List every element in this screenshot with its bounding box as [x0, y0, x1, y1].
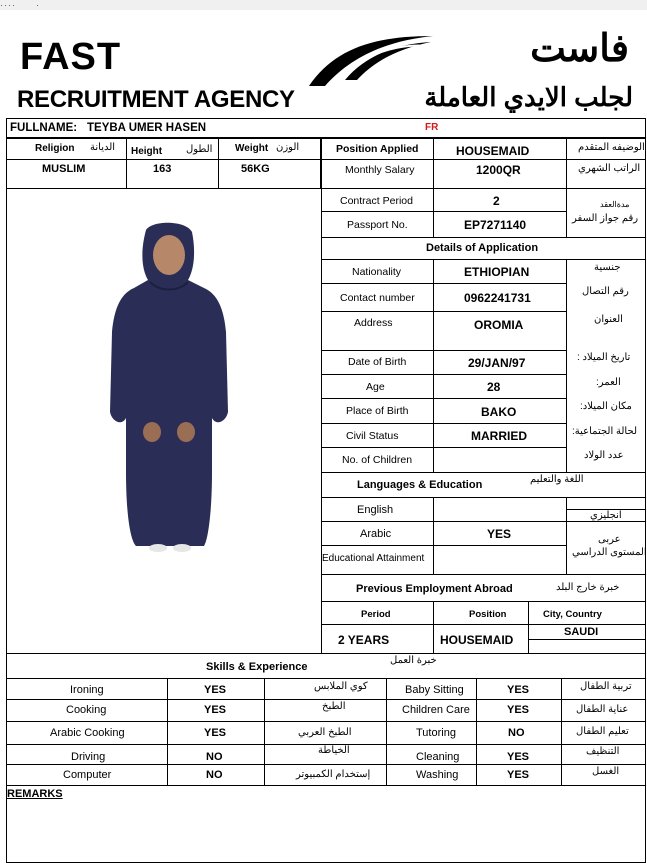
employment-title-ar: خبرة خارج البلد	[556, 582, 620, 593]
weight-label: Weight	[235, 143, 269, 154]
detail-value-cell	[433, 447, 567, 473]
contract-value-cell	[433, 188, 567, 212]
arabic-label-ar: عربى	[598, 534, 621, 545]
skill-cleaning-label: Cleaning	[416, 751, 460, 763]
skills-title-cell	[6, 653, 646, 679]
religion-value: MUSLIM	[42, 163, 86, 175]
skill-cooking-label: Cooking	[66, 704, 107, 716]
age-label: Age	[366, 381, 385, 393]
logo-agency: RECRUITMENT AGENCY	[17, 86, 295, 113]
top-strip	[0, 0, 647, 10]
english-label: English	[357, 504, 394, 516]
skill-ironing-value: YES	[204, 684, 227, 696]
skill-childcare-value: YES	[507, 704, 530, 716]
skill-divider	[561, 678, 562, 786]
position-label-ar: الوضيفه المتقدم	[578, 142, 645, 153]
languages-title-ar: اللغة والتعليم	[530, 474, 584, 485]
address-label-ar: العنوان	[594, 314, 623, 325]
dob-label-ar: تاريخ الميلاد :	[577, 352, 631, 363]
salary-value: 1200QR	[476, 163, 521, 177]
skill-childcare-ar: عناية الطفال	[576, 704, 629, 715]
weight-value: 56KG	[241, 163, 270, 175]
skill-arabiccooking-ar: الطبخ العربي	[298, 727, 352, 738]
skill-computer-ar: إستخدام الكمبيوتر	[296, 769, 371, 780]
skill-divider	[386, 678, 387, 786]
skill-arabiccooking-value: YES	[204, 727, 227, 739]
pob-label: Place of Birth	[346, 405, 409, 417]
salary-label-ar: الراتب الشهري	[578, 163, 641, 174]
position-label: Position Applied	[336, 143, 419, 155]
pob-label-ar: مكان الميلاد:	[580, 401, 632, 412]
skill-cooking-value: YES	[204, 704, 227, 716]
religion-label: Religion	[35, 143, 75, 154]
skill-arabiccooking-label: Arabic Cooking	[50, 727, 125, 739]
skill-cleaning-value: YES	[507, 751, 530, 763]
details-title: Details of Application	[426, 242, 539, 254]
address-value: OROMIA	[474, 318, 524, 332]
civil-label: Civil Status	[346, 430, 399, 442]
skill-divider	[264, 678, 265, 786]
height-label-ar: الطول	[186, 144, 213, 155]
fullname-value: TEYBA UMER HASEN	[87, 122, 207, 134]
civil-label-ar: لحالة الجتماعية:	[572, 426, 637, 437]
dob-label: Date of Birth	[348, 356, 407, 368]
children-label: No. of Children	[342, 454, 413, 466]
pob-value: BAKO	[481, 405, 517, 419]
address-label: Address	[354, 317, 393, 329]
arabic-label: Arabic	[360, 528, 392, 540]
skill-tutoring-label: Tutoring	[416, 727, 456, 739]
height-value: 163	[153, 163, 172, 175]
contact-label-ar: رقم التصال	[582, 286, 629, 297]
skill-babysitting-ar: تربية الطفال	[580, 681, 632, 692]
skill-babysitting-label: Baby Sitting	[405, 684, 464, 696]
employment-title: Previous Employment Abroad	[356, 583, 513, 595]
skill-tutoring-value: NO	[508, 727, 525, 739]
skill-divider	[167, 678, 168, 786]
languages-title: Languages & Education	[357, 479, 483, 491]
contract-label-ar: مدةالعقد	[600, 200, 630, 209]
skill-childcare-label: Children Care	[402, 704, 470, 716]
skill-computer-value: NO	[206, 769, 223, 781]
contract-value: 2	[493, 194, 500, 208]
civil-value: MARRIED	[471, 429, 527, 443]
logo-arabic-subtitle: لجلب الايدي العاملة	[424, 82, 633, 112]
skill-babysitting-value: YES	[507, 684, 530, 696]
english-label-ar: انجليزي	[590, 510, 622, 521]
weight-label-ar: الوزن	[276, 142, 300, 153]
prev-position-value: HOUSEMAID	[440, 633, 514, 647]
children-label-ar: عدد الولاد	[584, 450, 624, 461]
passport-value: EP7271140	[464, 218, 527, 232]
skill-driving-value: NO	[206, 751, 223, 763]
religion-label-ar: الديانة	[90, 142, 116, 153]
skill-computer-label: Computer	[63, 769, 112, 781]
salary-label: Monthly Salary	[345, 164, 415, 176]
passport-label-ar: رقم جواز السفر	[572, 213, 639, 224]
education-label-ar: المستوى الدراسي	[572, 547, 647, 558]
passport-label: Passport No.	[347, 219, 408, 231]
skill-driving-label: Driving	[71, 751, 106, 763]
skill-washing-label: Washing	[416, 769, 459, 781]
dob-value: 29/JAN/97	[468, 356, 526, 370]
lang-value-cell	[433, 545, 567, 575]
contact-value: 0962241731	[464, 291, 531, 305]
city-header: City, Country	[543, 609, 602, 620]
nationality-value: ETHIOPIAN	[464, 265, 530, 279]
swoosh-logo-icon	[305, 30, 435, 88]
period-header: Period	[361, 609, 391, 620]
skill-washing-value: YES	[507, 769, 530, 781]
skill-tutoring-ar: تعليم الطفال	[576, 726, 629, 737]
weight-header-cell	[218, 138, 321, 160]
skill-cooking-ar: الطبخ	[322, 701, 346, 712]
age-label-ar: العمر:	[596, 377, 621, 388]
remarks-label: REMARKS	[7, 788, 63, 800]
contact-label: Contact number	[340, 292, 415, 304]
top-dot: ·	[36, 0, 39, 10]
top-dots: ····	[0, 0, 16, 10]
height-label: Height	[131, 146, 163, 157]
skill-washing-ar: الغسل	[592, 766, 620, 777]
height-value-cell	[126, 159, 219, 189]
agency-code: FR	[425, 122, 439, 133]
position-value: HOUSEMAID	[456, 144, 530, 158]
logo-fast: FAST	[20, 36, 122, 78]
nationality-label-ar: جنسية	[594, 262, 621, 273]
skills-title: Skills & Experience	[206, 661, 308, 673]
nationality-label: Nationality	[352, 266, 402, 278]
skill-divider	[476, 678, 477, 786]
age-value: 28	[487, 380, 501, 394]
position-header: Position	[469, 609, 507, 620]
skill-cleaning-ar: التنظيف	[586, 746, 620, 757]
skill-ironing-ar: كوي الملابس	[314, 681, 368, 692]
city-value: SAUDI	[564, 626, 599, 638]
lang-value-cell	[433, 497, 567, 522]
skill-ironing-label: Ironing	[70, 684, 104, 696]
fullname-label: FULLNAME:	[10, 122, 78, 134]
skill-driving-ar: الخياطة	[318, 745, 350, 756]
arabic-value: YES	[487, 527, 512, 541]
skills-title-ar: خبرة العمل	[390, 655, 437, 666]
applicant-photo	[108, 222, 230, 552]
education-label: Educational Attainment	[322, 553, 425, 564]
period-value: 2 YEARS	[338, 633, 390, 647]
contract-label: Contract Period	[340, 195, 413, 207]
logo-arabic-name: فاست	[530, 28, 629, 70]
